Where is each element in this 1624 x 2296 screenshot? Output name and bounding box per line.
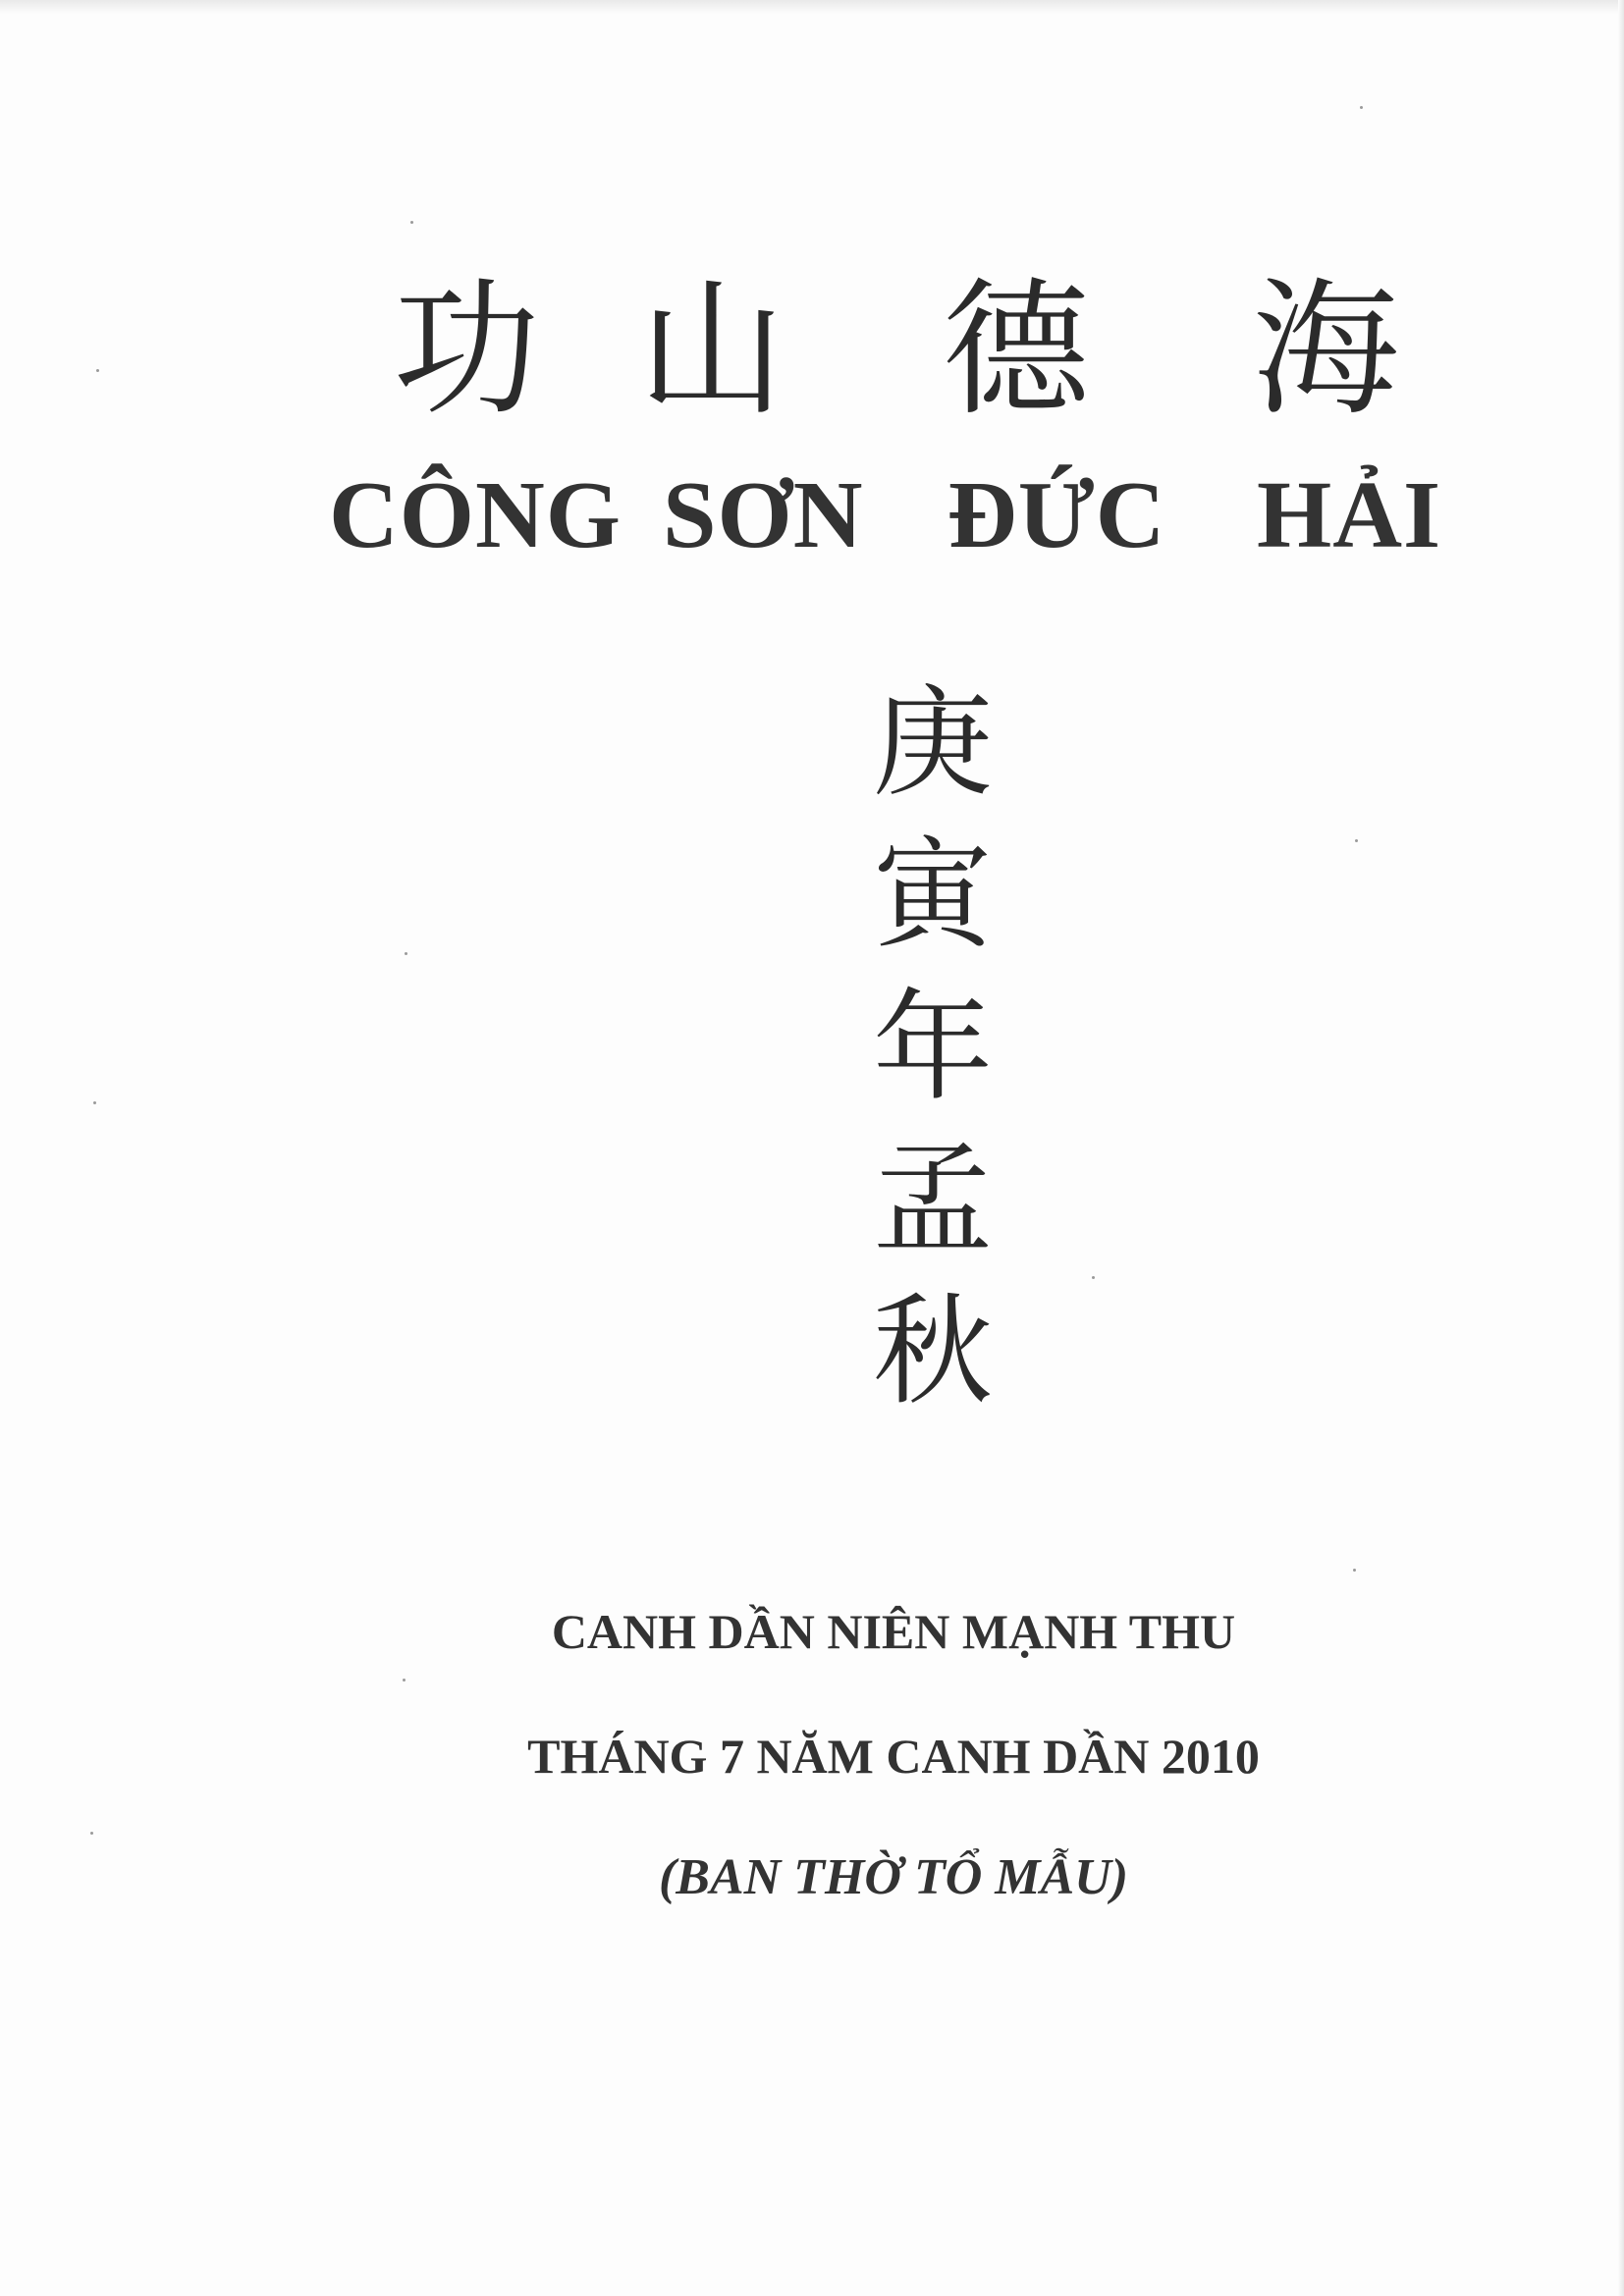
title-viet-word: CÔNG — [329, 462, 622, 568]
scan-speck — [1360, 106, 1363, 109]
vertical-han-char: 孟 — [873, 1130, 993, 1269]
scan-edge-top — [0, 0, 1624, 14]
vertical-han-char: 秋 — [873, 1282, 993, 1421]
caption-altar: (BAN THỜ TỔ MẪU) — [658, 1849, 1129, 1905]
title-viet-word: HẢI — [1257, 462, 1442, 568]
title-han-char: 山 — [637, 265, 785, 436]
scan-speck — [405, 952, 407, 955]
scan-speck — [1353, 1569, 1356, 1572]
scan-speck — [90, 1832, 93, 1835]
title-han-row — [0, 267, 1624, 434]
scan-speck — [410, 221, 413, 224]
scan-speck — [1355, 839, 1358, 842]
title-viet-word: SƠN — [663, 462, 864, 568]
scan-speck — [403, 1679, 406, 1682]
vertical-han-char: 寅 — [873, 826, 993, 965]
scan-speck — [96, 369, 99, 372]
caption-solar-date: THÁNG 7 NĂM CANH DẦN 2010 — [527, 1729, 1260, 1784]
scan-speck — [1092, 1276, 1095, 1279]
title-han-char: 功 — [392, 265, 540, 436]
title-han-char: 德 — [942, 265, 1090, 436]
vertical-han-char: 庚 — [873, 673, 993, 813]
scan-speck — [93, 1101, 96, 1104]
caption-lunar-date: CANH DẦN NIÊN MẠNH THU — [551, 1604, 1236, 1659]
vertical-han-char: 年 — [873, 978, 993, 1117]
title-viet-word: ĐỨC — [947, 462, 1166, 568]
title-viet-row — [0, 461, 1624, 569]
vertical-han-column — [859, 667, 1006, 1428]
title-han-char: 海 — [1251, 265, 1399, 436]
